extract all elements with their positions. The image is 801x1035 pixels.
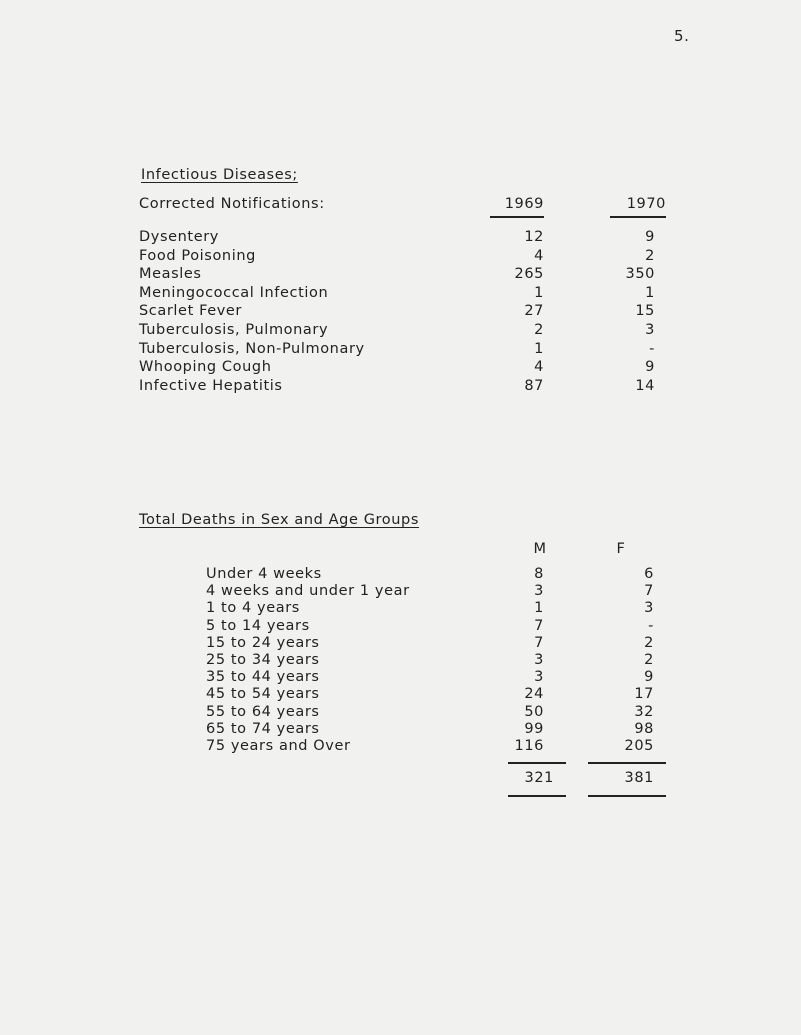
age-group-label: 25 to 34 years (206, 652, 320, 668)
female-count: 2 (644, 634, 654, 651)
male-total: 321 (524, 770, 554, 786)
disease-name: Infective Hepatitis (139, 377, 283, 394)
age-group-label: 1 to 4 years (206, 600, 300, 617)
year-1969-rule (490, 216, 544, 218)
age-group-label: 35 to 44 years (206, 669, 320, 686)
disease-name: Tuberculosis, Non-Pulmonary (139, 340, 365, 357)
value-1969: 4 (534, 359, 544, 376)
value-1970: 9 (645, 229, 655, 245)
notifications-subtitle: Corrected Notifications: (139, 196, 325, 212)
female-count: 32 (634, 703, 654, 720)
male-count: 3 (534, 583, 544, 600)
age-group-label: 5 to 14 years (206, 617, 310, 634)
female-subtotal-rule (588, 762, 666, 764)
female-count: 205 (624, 738, 654, 754)
male-count: 24 (524, 686, 544, 703)
value-1970: 15 (635, 303, 655, 320)
female-count: - (648, 617, 654, 634)
male-count: 99 (524, 720, 544, 737)
value-1970: 350 (625, 266, 655, 283)
female-total-rule (588, 795, 666, 797)
notifications-title: Infectious Diseases; (141, 167, 298, 183)
female-count: 6 (644, 566, 654, 582)
male-count: 50 (524, 703, 544, 720)
male-total-rule (508, 795, 566, 797)
male-header: M (533, 541, 547, 557)
age-group-label: Under 4 weeks (206, 566, 322, 582)
value-1969: 87 (524, 377, 544, 394)
female-count: 98 (634, 720, 654, 737)
value-1970: 3 (645, 322, 655, 338)
age-group-label: 4 weeks and under 1 year (206, 583, 410, 600)
year-1970-header: 1970 (626, 196, 666, 212)
value-1969: 2 (534, 322, 544, 338)
disease-name: Food Poisoning (139, 247, 256, 264)
disease-name: Scarlet Fever (139, 303, 242, 320)
year-1969-header: 1969 (504, 196, 544, 212)
age-group-label: 45 to 54 years (206, 686, 320, 703)
female-count: 3 (644, 600, 654, 617)
disease-name: Measles (139, 266, 202, 283)
female-count: 7 (644, 583, 654, 600)
disease-name: Tuberculosis, Pulmonary (139, 322, 329, 338)
male-count: 1 (534, 600, 544, 617)
value-1969: 1 (534, 284, 544, 301)
year-1970-rule (610, 216, 666, 218)
value-1969: 27 (524, 303, 544, 320)
male-count: 8 (534, 566, 544, 582)
age-group-label: 65 to 74 years (206, 720, 320, 737)
female-count: 9 (644, 669, 654, 686)
male-count: 3 (534, 669, 544, 686)
value-1969: 1 (534, 340, 544, 357)
age-group-label: 75 years and Over (206, 738, 351, 754)
value-1970: 1 (645, 284, 655, 301)
value-1970: - (649, 340, 655, 357)
male-count: 3 (534, 652, 544, 668)
disease-name: Whooping Cough (139, 359, 272, 376)
page-number: 5. (674, 27, 690, 45)
male-subtotal-rule (508, 762, 566, 764)
female-total: 381 (624, 770, 654, 786)
age-group-label: 15 to 24 years (206, 634, 320, 651)
value-1969: 4 (534, 247, 544, 264)
female-count: 17 (634, 686, 654, 703)
female-count: 2 (644, 652, 654, 668)
male-count: 7 (534, 634, 544, 651)
value-1970: 9 (645, 359, 655, 376)
age-group-label: 55 to 64 years (206, 703, 320, 720)
deaths-title: Total Deaths in Sex and Age Groups (139, 512, 420, 528)
value-1970: 2 (645, 247, 655, 264)
disease-name: Dysentery (139, 229, 219, 245)
value-1970: 14 (635, 377, 655, 394)
female-header: F (616, 541, 626, 557)
value-1969: 12 (524, 229, 544, 245)
male-count: 7 (534, 617, 544, 634)
value-1969: 265 (514, 266, 544, 283)
male-count: 116 (514, 738, 544, 754)
disease-name: Meningococcal Infection (139, 284, 329, 301)
